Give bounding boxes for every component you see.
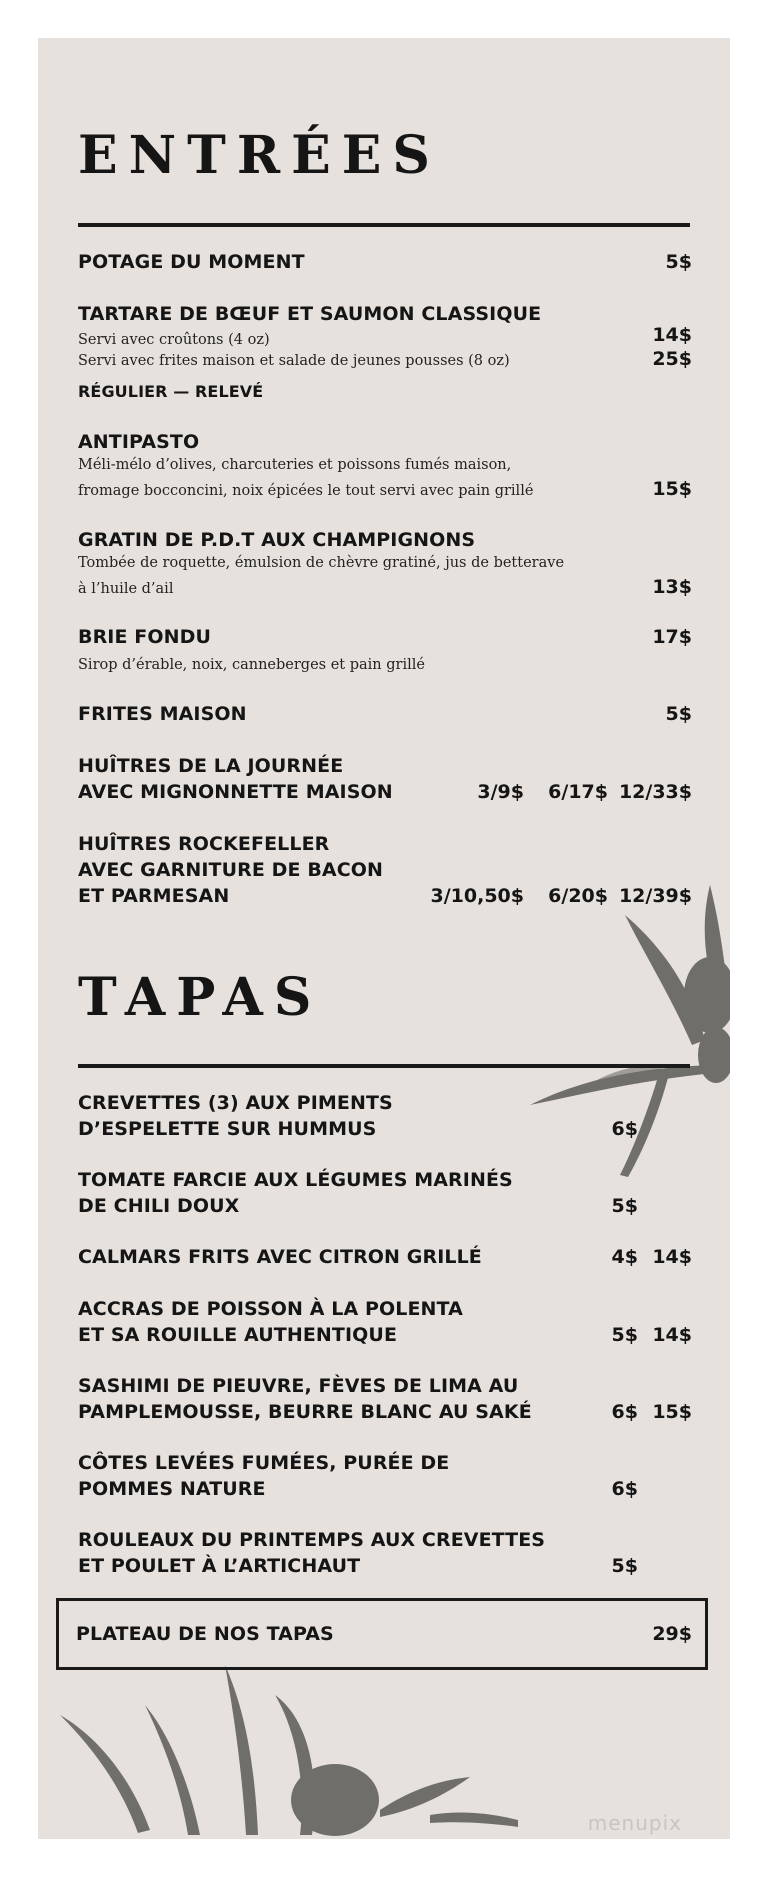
tapas-2-line-1: TOMATE FARCIE AUX LÉGUMES MARINÉS [78, 1169, 513, 1191]
frites-price: 5$ [665, 703, 692, 725]
tapas-6-price: 6$ [611, 1478, 638, 1500]
platter-price: 29$ [652, 1623, 692, 1645]
huitres-price-3: 3/9$ [477, 781, 524, 803]
rockefeller-price-6: 6/20$ [548, 885, 608, 907]
watermark: menupix [587, 1811, 682, 1835]
tapas-4-price-a: 5$ [611, 1324, 638, 1346]
tapas-6-line-2: POMMES NATURE [78, 1478, 266, 1500]
rockefeller-line-2: AVEC GARNITURE DE BACON [78, 859, 384, 881]
gratin-name: GRATIN DE P.D.T AUX CHAMPIGNONS [78, 529, 476, 551]
tapas-4-price-b: 14$ [652, 1324, 692, 1346]
brie-desc: Sirop d’érable, noix, canneberges et pain grillé [78, 657, 425, 673]
tartare-option-1: Servi avec croûtons (4 oz) [78, 332, 270, 348]
potage-name: POTAGE DU MOMENT [78, 251, 305, 273]
rockefeller-line-3: ET PARMESAN [78, 885, 230, 907]
tapas-7-line-2: ET POULET À L’ARTICHAUT [78, 1555, 361, 1577]
tapas-7-price: 5$ [611, 1555, 638, 1577]
huitres-price-12: 12/33$ [618, 781, 692, 803]
tapas-5-line-1: SASHIMI DE PIEUVRE, FÈVES DE LIMA AU [78, 1375, 519, 1397]
frites-name: FRITES MAISON [78, 703, 247, 725]
tapas-2-line-2: DE CHILI DOUX [78, 1195, 240, 1217]
tapas-5-line-2: PAMPLEMOUSSE, BEURRE BLANC AU SAKÉ [78, 1401, 532, 1423]
entrees-heading: ENTRÉES [78, 125, 441, 186]
olive-branch-bottom-illustration [50, 1665, 520, 1837]
tapas-3-price-b: 14$ [652, 1246, 692, 1268]
huitres-price-6: 6/17$ [548, 781, 608, 803]
tapas-4-line-2: ET SA ROUILLE AUTHENTIQUE [78, 1324, 398, 1346]
tapas-heading: TAPAS [78, 967, 323, 1028]
tartare-spice-options: RÉGULIER — RELEVÉ [78, 382, 264, 401]
tapas-3-line-1: CALMARS FRITS AVEC CITRON GRILLÉ [78, 1246, 482, 1268]
tapas-3-price-a: 4$ [611, 1246, 638, 1268]
rockefeller-price-3: 3/10,50$ [430, 885, 524, 907]
entrees-divider [78, 223, 690, 227]
platter-name: PLATEAU DE NOS TAPAS [76, 1623, 334, 1645]
rockefeller-line-1: HUÎTRES ROCKEFELLER [78, 833, 330, 855]
antipasto-desc-1: Méli-mélo d’olives, charcuteries et poissons fumés maison, [78, 457, 512, 473]
antipasto-desc-2: fromage bocconcini, noix épicées le tout servi avec pain grillé [78, 483, 534, 499]
tapas-1-line-2: D’ESPELETTE SUR HUMMUS [78, 1118, 377, 1140]
huitres-line-1: HUÎTRES DE LA JOURNÉE [78, 755, 344, 777]
gratin-desc-2: à l’huile d’ail [78, 581, 174, 597]
rockefeller-price-12: 12/39$ [618, 885, 692, 907]
tapas-5-price-b: 15$ [652, 1401, 692, 1423]
tartare-price-2: 25$ [652, 348, 692, 370]
tapas-5-price-a: 6$ [611, 1401, 638, 1423]
tapas-2-price: 5$ [611, 1195, 638, 1217]
tapas-4-line-1: ACCRAS DE POISSON À LA POLENTA [78, 1298, 463, 1320]
potage-price: 5$ [665, 251, 692, 273]
brie-price: 17$ [652, 626, 692, 648]
antipasto-price: 15$ [652, 478, 692, 500]
tapas-1-line-1: CREVETTES (3) AUX PIMENTS [78, 1092, 393, 1114]
tartare-option-2: Servi avec frites maison et salade de jeunes pousses (8 oz) [78, 353, 510, 369]
tartare-name: TARTARE DE BŒUF ET SAUMON CLASSIQUE [78, 303, 542, 325]
huitres-line-2: AVEC MIGNONNETTE MAISON [78, 781, 393, 803]
tartare-price-1: 14$ [652, 324, 692, 346]
brie-name: BRIE FONDU [78, 626, 212, 648]
tapas-divider [78, 1064, 690, 1068]
tapas-1-price: 6$ [611, 1118, 638, 1140]
gratin-price: 13$ [652, 576, 692, 598]
antipasto-name: ANTIPASTO [78, 431, 200, 453]
tapas-7-line-1: ROULEAUX DU PRINTEMPS AUX CREVETTES [78, 1529, 546, 1551]
gratin-desc-1: Tombée de roquette, émulsion de chèvre gratiné, jus de betterave [78, 555, 565, 571]
tapas-6-line-1: CÔTES LEVÉES FUMÉES, PURÉE DE [78, 1452, 450, 1474]
